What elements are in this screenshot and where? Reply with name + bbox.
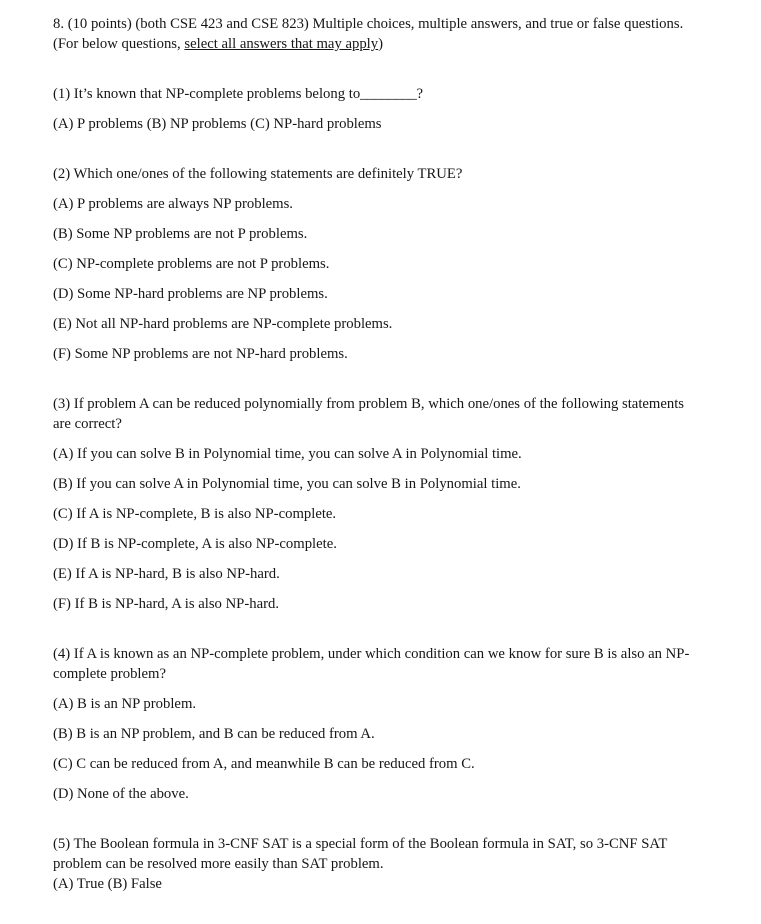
problem-header-line2-prefix: questions. (For below questions, bbox=[53, 16, 684, 52]
question-2-option-d[interactable]: (D) Some NP-hard problems are NP problems. bbox=[53, 286, 328, 302]
question-2-stem: (2) Which one/ones of the following statements are definitely TRUE? bbox=[53, 166, 463, 182]
question-3-option-d[interactable]: (D) If B is NP-complete, A is also NP-complete. bbox=[53, 536, 337, 552]
question-2-option-b[interactable]: (B) Some NP problems are not P problems. bbox=[53, 226, 308, 242]
question-3-option-a[interactable]: (A) If you can solve B in Polynomial time, you can solve A in Polynomial time. bbox=[53, 446, 522, 462]
question-1-stem-text: (1) It’s known that NP-complete problems belong to bbox=[53, 86, 361, 102]
question-2-option-e[interactable]: (E) Not all NP-hard problems are NP-complete problems. bbox=[53, 316, 393, 332]
question-2-option-f[interactable]: (F) Some NP problems are not NP-hard problems. bbox=[53, 346, 348, 362]
question-3-option-f[interactable]: (F) If B is NP-hard, A is also NP-hard. bbox=[53, 596, 280, 612]
problem-header-line1: 8. (10 points) (both CSE 423 and CSE 823) Multiple choices, multiple answers, and true or false bbox=[53, 16, 621, 32]
question-3-stem: (3) If problem A can be reduced polynomially from problem B, which one/ones of the following statements are correct? bbox=[53, 396, 685, 432]
problem-header bbox=[53, 14, 701, 54]
question-1-stem bbox=[53, 84, 701, 104]
question-1-stem-suffix: ? bbox=[416, 86, 424, 102]
question-4-option-a[interactable]: (A) B is an NP problem. bbox=[53, 696, 197, 712]
question-3-option-b[interactable]: (B) If you can solve A in Polynomial time, you can solve B in Polynomial time. bbox=[53, 476, 521, 492]
question-3-option-c[interactable]: (C) If A is NP-complete, B is also NP-complete. bbox=[53, 506, 337, 522]
question-3-option-e[interactable]: (E) If A is NP-hard, B is also NP-hard. bbox=[53, 566, 280, 582]
problem-header-line2-suffix: ) bbox=[378, 36, 384, 52]
question-4-stem: (4) If A is known as an NP-complete problem, under which condition can we know for sure B is also an NP-complete problem? bbox=[53, 646, 690, 682]
question-2-option-c[interactable]: (C) NP-complete problems are not P problems. bbox=[53, 256, 330, 272]
question-4-option-d[interactable]: (D) None of the above. bbox=[53, 786, 189, 802]
problem-header-underlined: select all answers that may apply bbox=[184, 36, 379, 52]
question-1-options[interactable]: (A) P problems (B) NP problems (C) NP-hard problems bbox=[53, 116, 382, 132]
exam-content bbox=[53, 14, 713, 894]
question-4-option-c[interactable]: (C) C can be reduced from A, and meanwhile B can be reduced from C. bbox=[53, 756, 475, 772]
question-1-answer-blank[interactable]: ________ bbox=[360, 86, 417, 102]
question-5-stem: (5) The Boolean formula in 3-CNF SAT is a special form of the Boolean formula in SAT, so 3-CNF SAT problem can be resolved more easily than SAT problem. bbox=[53, 836, 668, 872]
question-2-option-a[interactable]: (A) P problems are always NP problems. bbox=[53, 196, 293, 212]
question-5-options[interactable]: (A) True (B) False bbox=[53, 876, 162, 892]
question-4-option-b[interactable]: (B) B is an NP problem, and B can be reduced from A. bbox=[53, 726, 375, 742]
